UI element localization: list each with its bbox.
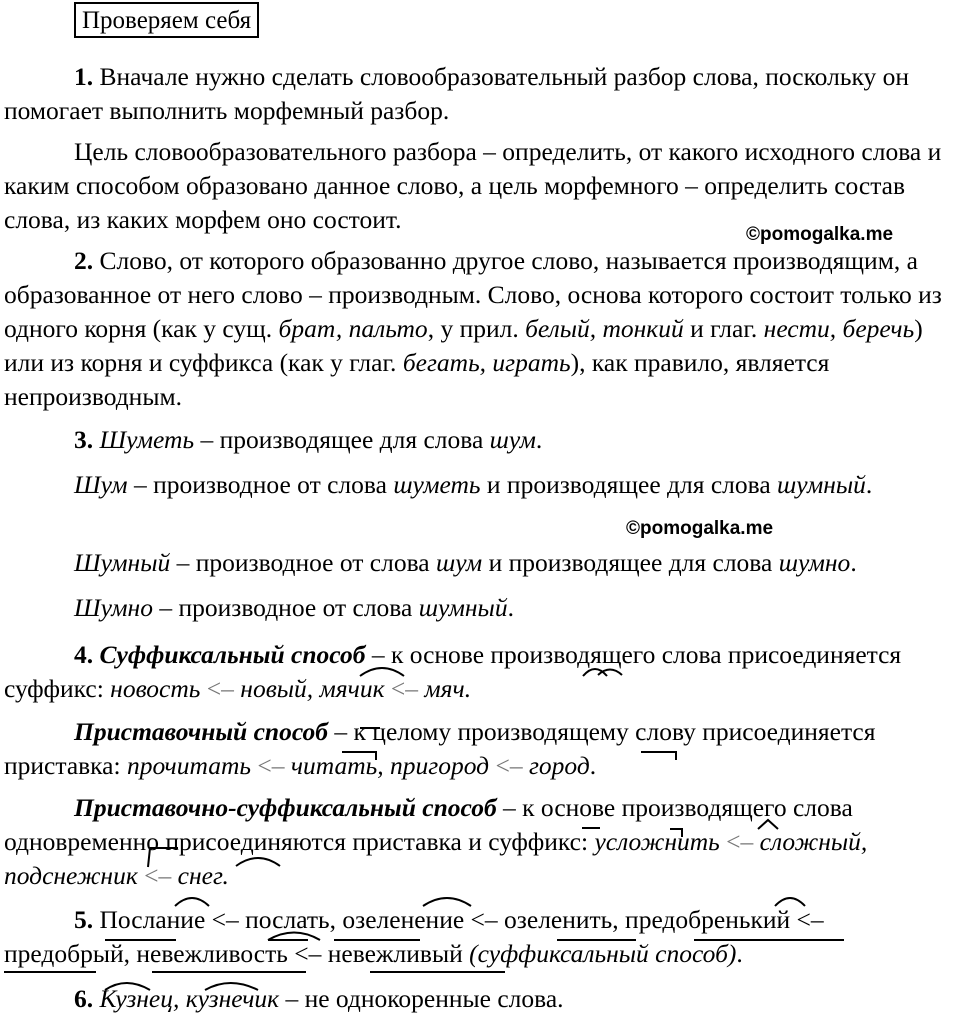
text: – производное от слова — [170, 548, 436, 577]
paragraph-3-line-4 — [4, 591, 952, 625]
word: шуметь — [393, 470, 481, 499]
watermark: ©pomogalka.me — [626, 518, 774, 539]
text: – не однокоренные слова. — [279, 984, 564, 1013]
text: – производное от слова — [127, 470, 394, 499]
paragraph-3-line-3 — [4, 546, 952, 580]
text: и производящее для слова — [482, 548, 779, 577]
example-word: новый, мячик — [240, 674, 385, 703]
word: шум — [435, 548, 483, 577]
text: и производящее для слова — [480, 470, 778, 499]
text: Слово, от которого образованно другое слово, называется производящим, а образованное от него слово – производным. Слово, основа которого состоит только из одного корня (как у сущ. — [4, 246, 942, 343]
example-words: нести, беречь — [763, 314, 915, 343]
item-number: 1. — [74, 62, 94, 91]
example-words: брат, пальто — [278, 314, 428, 343]
item-number: 3. — [74, 425, 94, 454]
item-number: 2. — [74, 246, 94, 275]
example-word: новость — [110, 674, 201, 703]
example-word: читать, пригород — [290, 751, 490, 780]
text: . — [535, 425, 543, 454]
example-word: усложнить — [594, 827, 720, 856]
text: . — [589, 751, 597, 780]
derivation-arrow: <– — [250, 751, 291, 780]
paragraph-4-prefix-suffix — [4, 791, 952, 893]
paragraph-4-suffix — [4, 638, 952, 706]
method-note: (суффиксальный способ) — [469, 939, 737, 968]
example-word: город — [528, 751, 590, 780]
text: . — [507, 593, 514, 622]
item-number: 6. — [74, 984, 94, 1013]
word: шумный — [418, 593, 508, 622]
word: Шумно — [74, 593, 153, 622]
example-word: сложный, подснежник — [4, 827, 868, 890]
word: шумно — [778, 548, 851, 577]
text: . — [850, 548, 857, 577]
text: – к основе производящего слова одновременно присоединяются приставка и суффикс: — [4, 793, 853, 856]
text: . — [736, 939, 743, 968]
word: Шуметь — [99, 425, 195, 454]
term: Приставочно-суффиксальный способ — [74, 793, 497, 822]
paragraph-4-prefix — [4, 715, 952, 783]
derivation-arrow: <– — [384, 674, 425, 703]
text: , у прил. — [427, 314, 526, 343]
paragraph-3-line-1 — [4, 423, 952, 457]
section-title: Проверяем себя — [74, 2, 259, 38]
example-words: белый, тонкий — [525, 314, 684, 343]
paragraph-text: Вначале нужно сделать словообразовательный разбор слова, поскольку он помогает выполнить морфемный разбор. — [4, 62, 910, 125]
term: Суффиксальный способ — [99, 640, 366, 669]
example-word: прочитать — [126, 751, 251, 780]
text: – производящее для слова — [194, 425, 490, 454]
example-word: снег. — [177, 861, 229, 890]
word: Шумный — [74, 548, 171, 577]
text: Послание <– послать, озеленение <– озеленить, предобренький <– предобрый, невежливость <– невежливый — [4, 905, 824, 968]
text: и глаг. — [683, 314, 764, 343]
derivation-arrow: <– — [719, 827, 760, 856]
word: шумный — [777, 470, 866, 499]
paragraph-1-goal: Цель словообразовательного разбора – определить, от какого исходного слова и каким способом образовано данное слово, а цель морфемного – определить состав слова, из каких морфем оно состоит. — [4, 137, 942, 234]
paragraph-2 — [4, 244, 952, 414]
paragraph-5 — [4, 903, 952, 971]
derivation-arrow: <– — [137, 861, 178, 890]
term: Приставочный способ — [74, 717, 329, 746]
paragraph-3-line-2 — [4, 468, 952, 502]
example-words: бегать, играть — [402, 348, 571, 377]
text: ), как правило, является непроизводным. — [4, 348, 830, 411]
item-number: 4. — [74, 640, 94, 669]
text: – к целому производящему слову присоединяется приставка: — [4, 717, 876, 780]
example-words: Кузнец, кузнечик — [99, 984, 280, 1013]
example-word: мяч. — [424, 674, 472, 703]
word: Шум — [74, 470, 128, 499]
item-number: 5. — [74, 905, 94, 934]
paragraph-1 — [4, 60, 952, 128]
derivation-arrow: <– — [489, 751, 529, 780]
text: – к основе производящего слова присоединяется суффикс: — [4, 640, 902, 703]
watermark: ©pomogalka.me — [746, 224, 894, 245]
paragraph-6 — [4, 982, 952, 1016]
text: – производное от слова — [152, 593, 419, 622]
text: ) или из корня и суффикса (как у глаг. — [4, 314, 923, 377]
word: шум — [489, 425, 536, 454]
text: . — [865, 470, 873, 499]
derivation-arrow: <– — [200, 674, 241, 703]
